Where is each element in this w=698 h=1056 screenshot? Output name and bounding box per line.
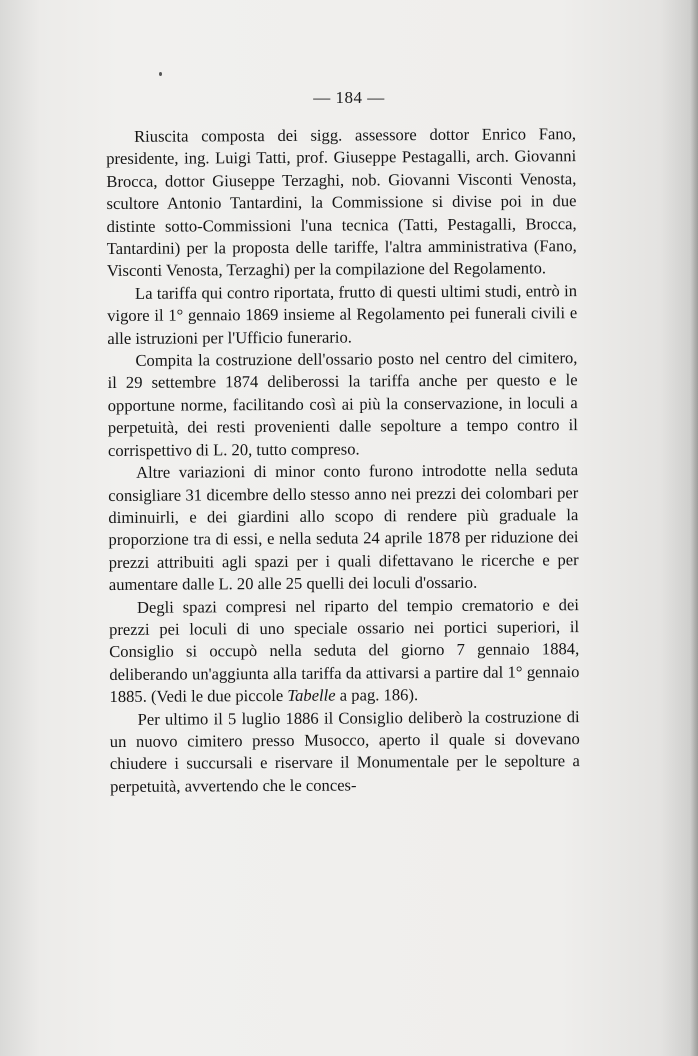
paragraph-ossuary: Compita la costruzione dell'ossario posto nel centro del cimitero, il 29 settembre 1874 deliberossi la tariffa anche per questo e le opportune norme, facilitando così ai più la conservazione, in loculi a perpetuità, dei resti provenienti dalle sepolture a tempo contro il corrispettivo di L. 20, tutto compreso. [107,348,578,460]
body-text [106,123,580,798]
ink-speck [159,72,162,76]
paragraph-crematorium-tail: a pag. 186). [335,685,419,705]
paragraph-tariff-1869: La tariffa qui contro riportata, frutto di questi ultimi studi, entrò in vigore il 1° gennaio 1869 insieme al Regolamento pei funerali civili e alle istruzioni per l'Ufficio funerario. [107,280,578,348]
paragraph-variations: Altre variazioni di minor conto furono introdotte nella seduta consigliare 31 dicembre dello stesso anno nei prezzi dei colombari per diminuirli, e dei giardini allo scopo di rendere più graduale la proporzione tra di essi, e nella seduta 24 aprile 1878 per riduzione dei prezzi attribuiti agli spazi per i quali difettavano le ricerche e per aumentare dalle L. 20 alle 25 quelli dei loculi d'ossario. [108,460,579,595]
page-binding-edge [690,0,698,1056]
tabelle-italic: Tabelle [287,685,336,706]
paragraph-crematorium [109,594,580,709]
paragraph-musocco: Per ultimo il 5 luglio 1886 il Consiglio deliberò la costruzione di un nuovo cimitero presso Musocco, aperto il quale si dovevano chiudere i succursali e riservare il Monumentale per le sepolture a perpetuità, avvertendo che le conces- [109,706,580,796]
paragraph-crematorium-text: Degli spazi compresi nel riparto del tempio crematorio e dei prezzi pei loculi di uno speciale ossario nei portici superiori, il Consiglio si occupò nella seduta del giorno 7 gennaio 1884, deliberando un'aggiunta alla tariffa da attivarsi a partire dal 1° gennaio 1885. (Vedi le due piccole [109,594,580,707]
paragraph-commission: Riuscita composta dei sigg. assessore dottor Enrico Fano, presidente, ing. Luigi Tatti, prof. Giuseppe Pestagalli, arch. Giovanni Brocca, dottor Giuseppe Terzaghi, nob. Giovanni Visconti Venosta, scultore Antonio Tantardini, la Commissione si divise poi in due distinte sotto-Commissioni l'una tecnica (Tatti, Pestagalli, Brocca, Tantardini) per la proposta delle tariffe, l'altra amministrativa (Fano, Visconti Venosta, Terzaghi) per la compilazione del Regolamento. [106,124,577,281]
page-number: — 184 — [313,88,385,107]
